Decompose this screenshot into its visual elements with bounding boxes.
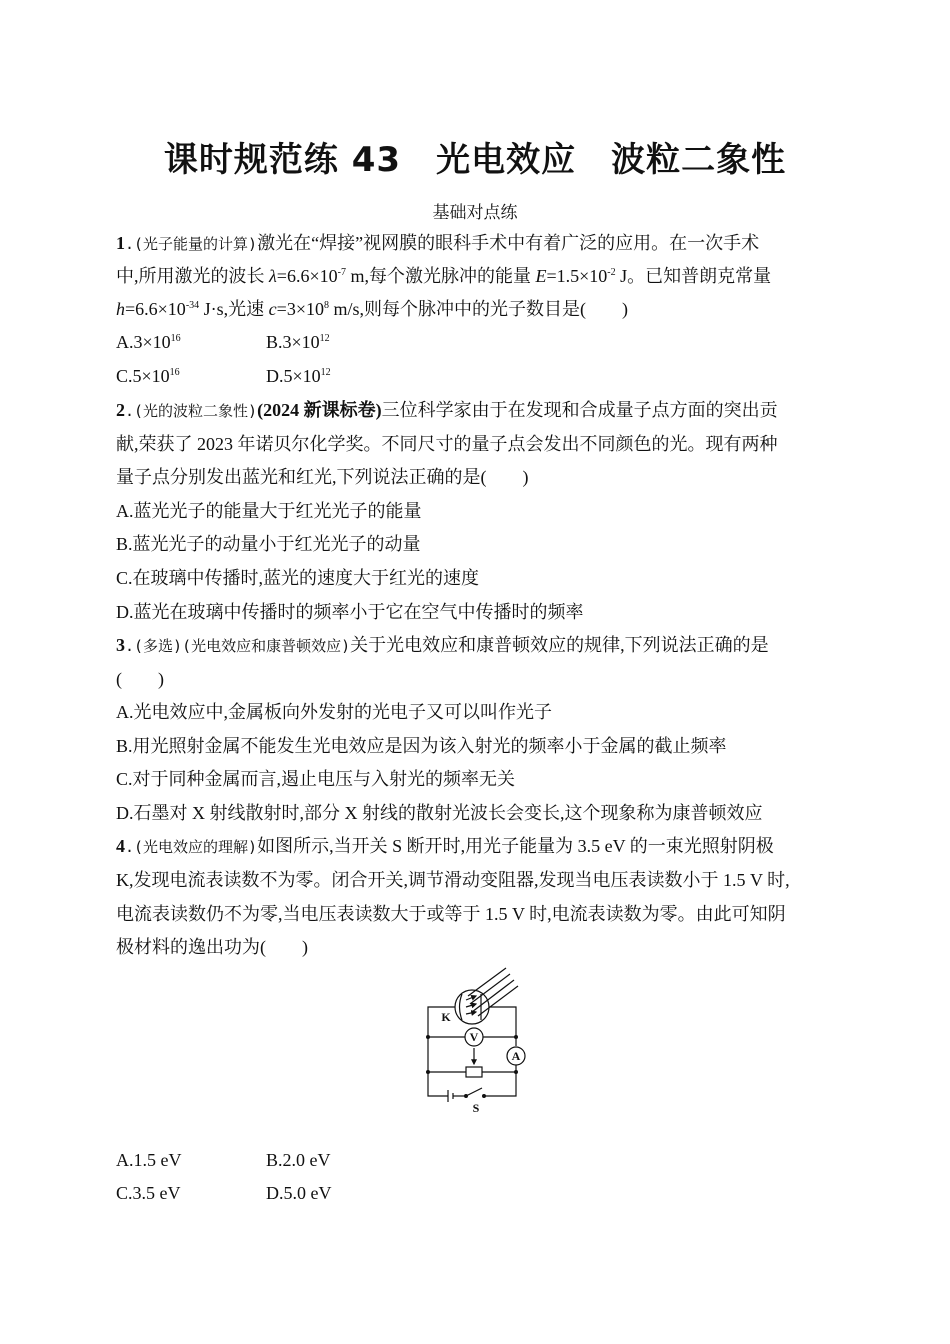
q1-stem-b2: =6.6×10 [276,266,338,286]
cathode-label: K [441,1010,451,1024]
q1-stem-a: 激光在“焊接”视网膜的眼科手术中有着广泛的应用。在一次手术 [257,233,760,253]
q2-tag: .(光的波粒二象性) [125,402,258,420]
q2-option-a[interactable]: A.蓝光光子的能量大于红光光子的能量 [116,501,422,521]
q1-options-row-1 [116,330,416,354]
q4-tag: .(光电效应的理解) [125,838,258,856]
q4-stem-line-1 [116,834,774,859]
q1-speed-symbol: c [268,299,277,319]
q1-option-d[interactable]: $D.5\times 10^{12}$ [266,366,331,386]
q1-stem-line-2 [116,264,771,288]
q4-stem-a: 如图所示,当开关 S 断开时,用光子能量为 3.5 eV 的一束光照射阴极 [257,836,774,856]
q4-option-c[interactable]: C.3.5 eV [116,1183,181,1203]
q1-options-row-2 [116,364,416,388]
cathode-plate [460,994,463,1020]
q1-exp-c1: -34 [185,300,200,311]
q1-number: 1 [116,233,125,253]
q2-option-c[interactable]: C.在玻璃中传播时,蓝光的速度大于红光的速度 [116,568,480,588]
q3-option-b[interactable]: B.用光照射金属不能发生光电效应是因为该入射光的频率小于金属的截止频率 [116,736,727,756]
q3-number: 3 [116,635,125,655]
circuit-diagram [410,960,540,1120]
q3-tag: .(多选)(光电效应和康普顿效应) [125,637,351,655]
q1-exp-b4: -2 [607,267,616,278]
q1-lambda: λ [269,266,277,286]
q1-stem-line-1 [116,231,759,256]
q1-stem-c2: J·s,光速 [199,299,269,319]
q4-stem-line-3: 电流表读数仍不为零,当电压表读数大于或等于 1.5 V 时,电流表读数为零。由此可知阴 [116,904,786,924]
q4-options-row-1 [116,1148,416,1172]
switch-label: S [472,1101,480,1115]
light-ray-2 [470,974,510,1004]
q3-option-c[interactable]: C.对于同种金属而言,遏止电压与入射光的频率无关 [116,769,516,789]
q4-option-d[interactable]: D.5.0 eV [266,1183,332,1203]
q3-stem-line-1 [116,633,769,658]
q1-planck-symbol: h [116,299,125,319]
q1-stem-b3: m,每个激光脉冲的能量 [345,266,536,286]
q4-option-b[interactable]: B.2.0 eV [266,1150,331,1170]
q1-option-a[interactable]: $A.3\times 10^{16}$ [116,332,181,352]
light-ray-4 [478,986,518,1016]
q1-stem-b1: 中,所用激光的波长 [116,266,269,286]
q3-option-d[interactable]: D.石墨对 X 射线散射时,部分 X 射线的散射光波长会变长,这个现象称为康普顿效应 [116,803,763,823]
q2-option-b[interactable]: B.蓝光光子的动量小于红光光子的动量 [116,534,421,554]
q1-stem-b4: =1.5×10 [546,266,608,286]
page-title: 课时规范练 43 光电效应 波粒二象性 [163,140,787,180]
rheostat-icon [466,1067,482,1077]
q4-stem-line-2: K,发现电流表读数不为零。闭合开关,调节滑动变阻器,发现当电压表读数小于 1.5 V 时, [116,870,790,890]
q2-number: 2 [116,400,125,420]
q4-option-a[interactable]: A.1.5 eV [116,1150,182,1170]
q1-option-b[interactable]: $B.3\times 10^{12}$ [266,332,330,352]
q1-energy-symbol: E [535,266,547,286]
q2-option-d[interactable]: D.蓝光在玻璃中传播时的频率小于它在空气中传播时的频率 [116,602,584,622]
q1-exp-b2: -7 [337,267,346,278]
voltmeter-label: V [469,1030,479,1044]
q3-option-a[interactable]: A.光电效应中,金属板向外发射的光电子又可以叫作光子 [116,702,552,722]
q1-stem-line-3 [116,297,628,321]
q2-stem-line-2: 献,荣获了 2023 年诺贝尔化学奖。不同尺寸的量子点会发出不同颜色的光。现有两种 [116,434,778,454]
section-title: 基础对点练 [432,203,518,223]
q1-option-c[interactable]: $C.5\times 10^{16}$ [116,366,180,386]
q1-stem-c3: =3×10 [276,299,324,319]
q3-stem-line-2: ( ) [116,669,164,689]
q2-stem-line-3: 量子点分别发出蓝光和红光,下列说法正确的是( ) [116,467,529,487]
ammeter-label: A [511,1049,521,1063]
q1-exp-c3: 8 [323,300,329,311]
q2-source: (2024 新课标卷) [257,400,382,420]
q1-stem-c1: =6.6×10 [125,299,186,319]
q4-stem-line-4: 极材料的逸出功为( ) [116,937,308,957]
q2-stem-a: 三位科学家由于在发现和合成量子点方面的突出贡 [381,400,778,420]
q3-stem-a: 关于光电效应和康普顿效应的规律,下列说法正确的是 [350,635,769,655]
q4-options-row-2 [116,1181,416,1205]
switch-icon [466,1088,482,1096]
q1-stem-b5: J。已知普朗克常量 [615,266,772,286]
q1-stem-c4: m/s,则每个脉冲中的光子数目是( ) [328,299,628,319]
q1-tag: .(光子能量的计算) [125,235,258,253]
q2-stem-line-1 [116,398,778,423]
q4-number: 4 [116,836,125,856]
